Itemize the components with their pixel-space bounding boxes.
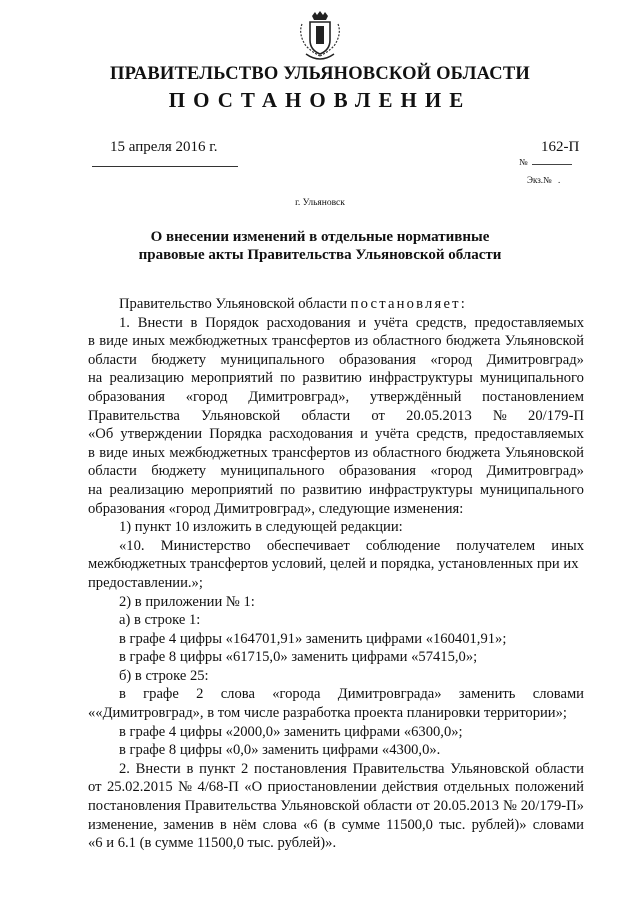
- subject-line: О внесении изменений в отдельные нормативные: [150, 229, 490, 245]
- body-word: Димитровград»,: [248, 388, 350, 405]
- body-word: иных: [551, 537, 584, 554]
- body-line: [88, 444, 584, 463]
- body-word: из: [354, 333, 369, 350]
- body-word: Ульяновской: [450, 760, 530, 777]
- body-word: «города: [272, 686, 321, 703]
- body-word: на: [88, 370, 103, 387]
- body-word: в: [119, 686, 126, 703]
- body-word: 25.02.2015: [106, 779, 173, 796]
- body-word: заменив: [163, 816, 214, 833]
- body-line: [88, 314, 584, 333]
- body-word: 11500,0: [386, 816, 433, 833]
- body-line: [88, 797, 584, 816]
- body-word: области: [88, 463, 137, 480]
- body-word: «город: [430, 463, 473, 480]
- body-line: [88, 574, 584, 593]
- body-word: пункт: [199, 760, 236, 777]
- body-word: Правительства: [352, 760, 445, 777]
- body-line: [88, 760, 584, 779]
- body-line: [88, 295, 584, 314]
- body-word: развитию: [302, 370, 362, 387]
- body-text: Правительство Ульяновской области: [119, 296, 348, 312]
- body-word: рублей)»: [471, 816, 527, 833]
- decree-body: [88, 295, 584, 853]
- body-word: Министерство: [160, 537, 251, 554]
- body-word: Внести: [135, 760, 181, 777]
- body-line: [88, 778, 584, 797]
- body-word: учёта: [375, 426, 410, 443]
- copy-number-value: .: [558, 175, 561, 185]
- body-line: [88, 332, 584, 351]
- body-word: нём: [232, 816, 257, 833]
- body-line: [88, 816, 584, 835]
- body-word: и: [358, 314, 367, 331]
- body-word: Порядка: [209, 426, 262, 443]
- body-word: от: [371, 407, 385, 424]
- body-word: 20/179-П: [528, 407, 584, 424]
- body-word: в: [88, 333, 95, 350]
- body-word: области: [88, 351, 137, 368]
- body-line: [88, 369, 584, 388]
- body-word: в: [88, 444, 95, 461]
- body-word: инфраструктуры: [368, 481, 473, 498]
- body-word: развитию: [302, 481, 362, 498]
- body-word: слова: [220, 686, 255, 703]
- body-word: в графе 4 цифры «2000,0» заменить цифрами «6300,0»;: [119, 723, 463, 740]
- body-word: «6: [302, 816, 318, 833]
- body-word: получателем: [456, 537, 536, 554]
- body-word: инфраструктуры: [368, 370, 473, 387]
- body-word: предоставляемых: [474, 426, 584, 443]
- body-word: 1.: [119, 314, 130, 331]
- body-word: по: [280, 370, 296, 387]
- government-title: ПРАВИТЕЛЬСТВО УЛЬЯНОВСКОЙ ОБЛАСТИ: [110, 64, 530, 84]
- body-word: 2: [241, 760, 249, 777]
- body-word: от: [416, 798, 430, 815]
- body-line: [88, 462, 584, 481]
- body-word: Димитровград»: [486, 351, 584, 368]
- body-word: утверждении: [120, 426, 203, 443]
- body-word: реализацию: [109, 481, 184, 498]
- decree-verb: постановляет:: [350, 296, 467, 312]
- body-word: области: [535, 760, 584, 777]
- body-word: образования: [339, 351, 416, 368]
- body-line: [88, 723, 584, 742]
- body-word: в: [186, 760, 194, 777]
- body-word: областного: [372, 333, 442, 350]
- coat-of-arms-icon: [296, 10, 344, 64]
- body-word: средств,: [416, 426, 468, 443]
- body-word: области: [363, 798, 413, 815]
- body-word: Правительства: [88, 407, 180, 424]
- body-word: и: [360, 426, 368, 443]
- body-word: области: [301, 407, 351, 424]
- body-word: мероприятий: [191, 370, 273, 387]
- body-word: в графе 4 цифры «164701,91» заменить цифрами «160401,91»;: [119, 630, 507, 647]
- body-word: реализацию: [109, 370, 184, 387]
- body-word: словами: [532, 686, 584, 703]
- body-line: [88, 630, 584, 649]
- body-word: виде: [99, 444, 128, 461]
- city: г. Ульяновск: [295, 198, 345, 208]
- number-label: №: [519, 157, 528, 167]
- body-word: Димитровград»: [486, 463, 584, 480]
- body-word: бюджета: [445, 333, 501, 350]
- body-word: по: [280, 481, 296, 498]
- body-word: №: [178, 779, 192, 796]
- body-word: 20.05.2013: [406, 407, 472, 424]
- body-line: [88, 648, 584, 667]
- body-word: на: [88, 481, 103, 498]
- body-word: постановления: [88, 798, 181, 815]
- body-word: бюджета: [445, 444, 501, 461]
- body-word: 2.: [119, 760, 130, 777]
- body-word: Ульяновской: [201, 407, 281, 424]
- body-word: 4/68-П: [197, 779, 239, 796]
- body-word: утверждённый: [369, 388, 462, 405]
- body-word: «город: [430, 351, 473, 368]
- body-word: в: [190, 314, 198, 331]
- body-word: образования: [88, 388, 165, 405]
- body-word: б) в строке 25:: [119, 667, 209, 684]
- subject-line: правовые акты Правительства Ульяновской области: [138, 247, 502, 263]
- body-word: №: [492, 407, 507, 424]
- body-line: [88, 611, 584, 630]
- body-word: Ульяновской: [504, 444, 584, 461]
- body-word: предоставлении.»;: [88, 574, 203, 591]
- body-word: Димитровграда»: [337, 686, 442, 703]
- body-word: графе: [143, 686, 179, 703]
- body-word: обеспечивает: [266, 537, 350, 554]
- body-word: сумме: [341, 816, 380, 833]
- body-word: 1) пункт 10 изложить в следующей редакции:: [119, 519, 403, 536]
- body-word: «О: [244, 779, 263, 796]
- body-line: [88, 481, 584, 500]
- body-word: тыс.: [439, 816, 466, 833]
- body-word: межбюджетных: [169, 333, 268, 350]
- body-word: трансфертов: [272, 333, 351, 350]
- body-word: расходования: [269, 426, 353, 443]
- body-word: иных: [132, 333, 165, 350]
- body-word: «10.: [119, 537, 145, 554]
- body-line: [88, 741, 584, 760]
- body-word: 2) в приложении № 1:: [119, 593, 255, 610]
- body-word: муниципального: [479, 370, 584, 387]
- body-word: средств,: [415, 314, 467, 331]
- body-word: а) в строке 1:: [119, 612, 201, 629]
- body-word: Ульяновской: [280, 798, 360, 815]
- body-line: [88, 425, 584, 444]
- body-word: соблюдение: [365, 537, 441, 554]
- body-word: действия: [382, 779, 439, 796]
- date-underline: [92, 166, 238, 167]
- body-word: иных: [132, 444, 165, 461]
- body-line: [88, 704, 584, 723]
- body-word: Ульяновской: [504, 333, 584, 350]
- body-word: 20.05.2013: [433, 798, 500, 815]
- decree-date: 15 апреля 2016 г.: [110, 139, 218, 155]
- body-line: [88, 407, 584, 426]
- body-word: расходования: [266, 314, 351, 331]
- body-line: [88, 388, 584, 407]
- body-line: [88, 500, 584, 519]
- body-word: слова: [262, 816, 297, 833]
- body-word: отдельных: [443, 779, 510, 796]
- body-line: [88, 537, 584, 556]
- body-word: 2: [196, 686, 204, 703]
- body-word: 20/179-П»: [520, 798, 584, 815]
- body-word: «город: [185, 388, 228, 405]
- body-word: в графе 8 цифры «61715,0» заменить цифрами «57415,0»;: [119, 649, 478, 666]
- body-line: [88, 518, 584, 537]
- body-word: заменить: [458, 686, 516, 703]
- body-line: [88, 667, 584, 686]
- body-word: в: [219, 816, 227, 833]
- body-word: положений: [515, 779, 584, 796]
- body-word: от: [88, 779, 102, 796]
- body-word: Внести: [137, 314, 183, 331]
- body-word: приостановлении: [267, 779, 377, 796]
- body-line: [88, 685, 584, 704]
- body-line: [88, 834, 584, 853]
- body-word: в графе 8 цифры «0,0» заменить цифрами «4300,0».: [119, 742, 441, 759]
- document-type: ПОСТАНОВЛЕНИЕ: [168, 88, 472, 112]
- body-word: областного: [372, 444, 442, 461]
- body-word: Порядок: [205, 314, 259, 331]
- body-word: муниципального: [220, 351, 325, 368]
- body-word: (в: [323, 816, 336, 833]
- body-word: мероприятий: [191, 481, 273, 498]
- copy-number-label: Экз.№: [527, 175, 552, 185]
- body-word: «6 и 6.1 (в сумме 11500,0 тыс. рублей)».: [88, 835, 337, 852]
- body-word: словами: [532, 816, 584, 833]
- body-word: межбюджетных трансфертов условий, целей и порядка, установленных при их: [88, 556, 579, 573]
- body-word: учёта: [373, 314, 409, 331]
- body-word: муниципального: [220, 463, 325, 480]
- body-word: трансфертов: [272, 444, 351, 461]
- number-underline: [532, 164, 572, 165]
- body-word: предоставляемых: [474, 314, 584, 331]
- body-word: бюджету: [151, 463, 207, 480]
- body-word: постановления: [254, 760, 347, 777]
- body-word: «Об: [88, 426, 114, 443]
- body-word: бюджету: [151, 351, 207, 368]
- body-word: из: [354, 444, 369, 461]
- body-word: межбюджетных: [169, 444, 268, 461]
- decree-subject: [0, 228, 640, 264]
- body-word: ««Димитровград», в том числе разработка проекта планировки территории»;: [88, 705, 567, 722]
- body-word: образования «город Димитровград», следующие изменения:: [88, 500, 464, 517]
- body-word: Правительства: [184, 798, 277, 815]
- decree-number: 162-П: [541, 139, 580, 155]
- body-word: образования: [339, 463, 416, 480]
- body-line: [88, 555, 584, 574]
- body-word: муниципального: [479, 481, 584, 498]
- body-line: [88, 351, 584, 370]
- body-word: виде: [99, 333, 128, 350]
- body-word: изменение,: [88, 816, 158, 833]
- body-word: №: [502, 798, 517, 815]
- body-word: постановлением: [482, 388, 584, 405]
- body-line: [88, 593, 584, 612]
